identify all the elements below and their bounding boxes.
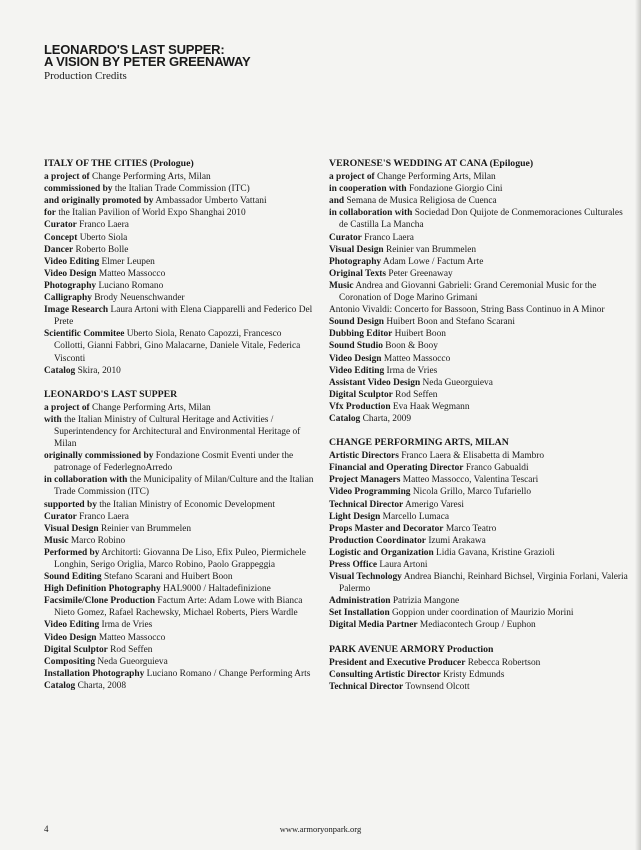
credit-value: Factum Arte: Adam Lowe with Bianca Nieto Gomez, Rafael Rachewsky, Michael Roberts, Piers Wardle: [54, 596, 303, 619]
credit-section: [44, 389, 314, 692]
credit-row: [329, 256, 629, 268]
credit-value: Reinier van Brummelen: [100, 523, 192, 534]
credit-row: [44, 195, 314, 207]
title-line-1: LEONARDO'S LAST SUPPER:: [44, 42, 225, 57]
credit-section: [329, 437, 629, 632]
credit-label: Production Coordinator: [329, 535, 426, 546]
credit-row: [329, 413, 629, 425]
page-number: 4: [44, 824, 49, 834]
credit-label: Concept: [44, 232, 78, 243]
right-column: [329, 158, 629, 705]
credit-value: Mediacontech Group / Euphon: [419, 620, 536, 631]
credit-label: Curator: [44, 511, 77, 522]
credit-row: [329, 607, 629, 619]
credit-row: [329, 486, 629, 498]
credit-row: [329, 304, 629, 316]
credit-label: Scientific Commitee: [44, 329, 125, 340]
credit-row: [329, 523, 629, 535]
credit-row: [329, 316, 629, 328]
credit-row: [44, 656, 314, 668]
credit-value: Fondazione Giorgio Cini: [408, 184, 503, 195]
credit-row: [329, 535, 629, 547]
credit-label: Video Design: [44, 632, 97, 643]
credit-row: [44, 171, 314, 183]
credit-value: Uberto Siola: [79, 232, 128, 243]
credit-row: [329, 195, 629, 207]
credit-label: Vfx Production: [329, 401, 391, 412]
credit-value: Adam Lowe / Factum Arte: [382, 256, 484, 267]
credit-value: Neda Gueorguieva: [422, 377, 493, 388]
credit-value: Rebecca Robertson: [467, 657, 541, 668]
credit-label: Visual Technology: [329, 572, 402, 583]
credit-row: [329, 511, 629, 523]
credit-label: Video Editing: [44, 620, 100, 631]
credit-value: Franco Gabualdi: [465, 463, 529, 474]
credit-value: Marcello Lumaca: [382, 511, 450, 522]
credit-row: [329, 595, 629, 607]
credit-label: Administration: [329, 596, 391, 607]
credit-value: the Italian Ministry of Cultural Heritage and Activities / Superintendency for Architectural and Environmental Heritage of Milan: [54, 414, 301, 450]
section-heading: LEONARDO'S LAST SUPPER: [44, 388, 178, 400]
credit-value: Rod Seffen: [110, 644, 153, 655]
credit-label: Image Research: [44, 305, 109, 316]
credit-row: [329, 280, 629, 304]
credit-label: Dancer: [44, 244, 74, 255]
credit-value: Reinier van Brummelen: [385, 244, 477, 255]
credit-value: Irma de Vries: [386, 365, 438, 376]
credit-value: Skira, 2010: [77, 365, 121, 376]
credit-value: Amerigo Varesi: [405, 499, 464, 510]
credit-value: HAL9000 / Haltadefinizione: [163, 584, 271, 595]
credit-label: Sound Editing: [44, 572, 102, 583]
credit-label: Technical Director: [329, 681, 404, 692]
credit-label: Digital Sculptor: [329, 389, 393, 400]
credit-row: [329, 365, 629, 377]
credit-value: Patrizia Mangone: [392, 596, 460, 607]
credit-row: [44, 450, 314, 474]
credit-value: Change Performing Arts, Milan: [92, 172, 211, 183]
credit-label: Digital Media Partner: [329, 620, 418, 631]
credit-value: Matteo Massocco: [383, 353, 451, 364]
credit-label: Performed by: [44, 547, 100, 558]
credit-label: Props Master and Decorator: [329, 523, 444, 534]
credit-row: [44, 595, 314, 619]
credit-label: originally commissioned by: [44, 451, 154, 462]
credit-label: Set Installation: [329, 608, 390, 619]
credit-value: Laura Artoni with Elena Ciapparelli and Federico Del Prete: [54, 305, 313, 328]
credit-row: [44, 644, 314, 656]
section-heading: ITALY OF THE CITIES (Prologue): [44, 158, 194, 169]
credit-value: the Italian Trade Commission (ITC): [114, 184, 250, 195]
credit-value: Nicola Grillo, Marco Tufariello: [412, 487, 532, 498]
credit-value: Roberto Bolle: [75, 244, 129, 255]
credit-row: [44, 256, 314, 268]
credit-label: Video Design: [44, 268, 97, 279]
credit-value: Change Performing Arts, Milan: [377, 172, 496, 183]
credit-value: Antonio Vivaldi: Concerto for Bassoon, String Bass Continuo in A Minor: [329, 305, 605, 316]
credit-label: Video Editing: [329, 365, 385, 376]
credit-row: [44, 268, 314, 280]
credit-row: [44, 207, 314, 219]
credit-label: Financial and Operating Director: [329, 463, 464, 474]
credit-row: [329, 474, 629, 486]
credit-value: Charta, 2009: [362, 413, 412, 424]
credit-label: Original Texts: [329, 268, 387, 279]
credit-row: [329, 389, 629, 401]
credit-row: [44, 365, 314, 377]
credit-label: Photography: [329, 256, 382, 267]
credit-value: Brody Neuenschwander: [94, 293, 185, 304]
credit-value: Townsend Olcott: [405, 681, 470, 692]
credit-row: [329, 183, 629, 195]
credit-value: Semana de Musica Religiosa de Cuenca: [346, 196, 497, 207]
credit-value: Marco Robino: [70, 535, 126, 546]
credit-label: Technical Director: [329, 499, 404, 510]
credit-section: [329, 158, 629, 425]
credit-label: Video Design: [329, 353, 382, 364]
credit-row: [44, 474, 314, 498]
credit-row: [329, 353, 629, 365]
credit-label: Installation Photography: [44, 668, 145, 679]
credit-value: Lidia Gavana, Kristine Grazioli: [436, 547, 555, 558]
credit-value: Goppion under coordination of Maurizio Morini: [392, 608, 574, 619]
credit-value: the Municipality of Milan/Culture and the Italian Trade Commission (ITC): [54, 475, 314, 498]
credit-row: [44, 583, 314, 595]
section-heading: CHANGE PERFORMING ARTS, MILAN: [329, 437, 509, 449]
credit-value: Architorti: Giovanna De Liso, Efix Puleo, Piermichele Longhin, Serigo Origlia, Marco Robino, Paolo Grappeggia: [54, 547, 306, 570]
credit-value: Neda Gueorguieva: [97, 656, 168, 667]
credit-value: Marco Teatro: [445, 523, 497, 534]
credit-label: Visual Design: [329, 244, 384, 255]
title-line-2: A VISION BY PETER GREENAWAY: [44, 54, 251, 69]
credit-value: Franco Laera & Elisabetta di Mambro: [401, 451, 545, 462]
credit-label: Curator: [329, 232, 362, 243]
credit-value: Laura Artoni: [379, 560, 428, 570]
credit-label: Dubbing Editor: [329, 329, 393, 340]
credit-label: Sound Studio: [329, 341, 383, 352]
credit-row: [44, 668, 314, 680]
credit-row: [44, 414, 314, 450]
credit-label: Catalog: [329, 413, 361, 424]
credit-label: and originally promoted by: [44, 196, 154, 207]
credit-value: Boon & Booy: [385, 341, 438, 352]
credit-value: Luciano Romano: [98, 280, 164, 291]
credit-value: Change Performing Arts, Milan: [92, 402, 211, 413]
credit-row: [329, 232, 629, 244]
credit-row: [329, 207, 629, 231]
credit-value: Irma de Vries: [101, 620, 153, 631]
credit-row: [329, 499, 629, 511]
credit-value: Charta, 2008: [77, 680, 127, 691]
credit-value: Fondazione Cosmit Eventi under the patronage of FederlegnoArredo: [54, 451, 294, 474]
credit-row: [329, 657, 629, 669]
credit-value: Matteo Massocco: [98, 268, 166, 279]
credit-row: [44, 680, 314, 692]
credit-row: [44, 547, 314, 571]
credit-label: with: [44, 414, 62, 425]
credit-row: [329, 268, 629, 280]
credit-label: Photography: [44, 280, 97, 291]
credit-label: Digital Sculptor: [44, 644, 108, 655]
credit-row: [329, 559, 629, 571]
credit-row: [44, 244, 314, 256]
credit-label: Compositing: [44, 656, 96, 667]
credit-value: Matteo Massocco: [98, 632, 166, 643]
credit-value: Sociedad Don Quijote de Conmemoraciones Culturales de Castilla La Mancha: [339, 208, 623, 231]
credit-value: Elmer Leupen: [101, 256, 155, 267]
credit-row: [44, 183, 314, 195]
credit-label: for: [44, 208, 56, 219]
credit-value: Franco Laera: [79, 220, 129, 231]
credit-value: the Italian Pavilion of World Expo Shanghai 2010: [58, 208, 246, 219]
credit-label: commissioned by: [44, 184, 113, 195]
section-heading: VERONESE'S WEDDING AT CANA (Epilogue): [329, 158, 534, 169]
page-subtitle: Production Credits: [44, 70, 127, 82]
credit-row: [329, 401, 629, 413]
credit-label: in collaboration with: [329, 208, 413, 219]
footer-url: www.armoryonpark.org: [279, 824, 362, 834]
credit-label: Light Design: [329, 511, 381, 522]
credit-label: and: [329, 196, 345, 207]
credit-label: in collaboration with: [44, 475, 128, 486]
credit-row: [44, 232, 314, 244]
credit-row: [44, 499, 314, 511]
credit-row: [44, 511, 314, 523]
credit-row: [329, 681, 629, 693]
section-heading: PARK AVENUE ARMORY Production: [329, 643, 494, 655]
credit-value: Huibert Boon: [394, 329, 446, 340]
credit-row: [44, 219, 314, 231]
credit-row: [329, 377, 629, 389]
credit-label: Catalog: [44, 680, 76, 691]
credit-label: Video Programming: [329, 487, 411, 498]
credit-value: Huibert Boon and Stefano Scarani: [386, 317, 515, 328]
credit-value: Matteo Massocco, Valentina Tescari: [402, 475, 539, 486]
credit-value: Kristy Edmunds: [443, 669, 505, 680]
credit-value: Izumi Arakawa: [428, 535, 486, 546]
credit-label: in cooperation with: [329, 184, 407, 195]
credit-label: Music: [329, 280, 354, 291]
credit-row: [44, 619, 314, 631]
credit-label: Sound Design: [329, 317, 384, 328]
credit-label: High Definition Photography: [44, 584, 161, 595]
credit-row: [44, 571, 314, 583]
credit-label: Visual Design: [44, 523, 99, 534]
credit-label: Facsimile/Clone Production: [44, 596, 156, 607]
credit-label: Project Managers: [329, 475, 401, 486]
credit-value: Ambassador Umberto Vattani: [155, 196, 267, 207]
credit-value: Peter Greenaway: [388, 268, 453, 279]
credit-value: Franco Laera: [79, 511, 129, 522]
credit-row: [329, 669, 629, 681]
credit-label: Logistic and Organization: [329, 547, 434, 558]
credit-value: Andrea Bianchi, Reinhard Bichsel, Virginia Forlani, Valeria Palermo: [339, 572, 628, 595]
credit-row: [44, 632, 314, 644]
credit-row: [44, 280, 314, 292]
page-title: [44, 44, 251, 68]
credit-label: Assistant Video Design: [329, 377, 421, 388]
credit-value: Franco Laera: [364, 232, 414, 243]
credit-value: Rod Seffen: [395, 389, 438, 400]
credit-value: Luciano Romano / Change Performing Arts: [146, 668, 311, 679]
credit-value: the Italian Ministry of Economic Development: [99, 499, 275, 510]
credit-row: [44, 523, 314, 535]
credit-row: [44, 328, 314, 364]
credit-label: Consulting Artistic Director: [329, 669, 441, 680]
credit-label: Calligraphy: [44, 293, 92, 304]
credit-row: [329, 619, 629, 631]
credit-row: [329, 244, 629, 256]
credit-section: [44, 158, 314, 377]
credit-row: [329, 328, 629, 340]
credit-row: [329, 547, 629, 559]
credit-row: [44, 535, 314, 547]
credit-label: Catalog: [44, 365, 76, 376]
credit-row: [329, 462, 629, 474]
credit-label: supported by: [44, 499, 97, 510]
credit-label: a project of: [44, 402, 90, 413]
credit-section: [329, 644, 629, 693]
credit-value: Uberto Siola, Renato Capozzi, Francesco Collotti, Gianni Fabbri, Gino Malacarne, Daniele Vitale, Federica Visconti: [54, 329, 301, 364]
credit-value: Eva Haak Wegmann: [392, 401, 470, 412]
credit-label: Press Office: [329, 560, 377, 570]
credit-row: [44, 292, 314, 304]
credit-row: [329, 340, 629, 352]
page-edge-shadow: [635, 0, 641, 850]
credit-row: [44, 304, 314, 328]
credit-row: [329, 171, 629, 183]
credit-label: Curator: [44, 220, 77, 231]
credit-label: a project of: [329, 172, 375, 183]
credit-label: President and Executive Producer: [329, 657, 466, 668]
credit-row: [329, 571, 629, 595]
credit-row: [329, 450, 629, 462]
credit-value: Andrea and Giovanni Gabrieli: Grand Ceremonial Music for the Coronation of Doge Marino Grimani: [339, 280, 597, 304]
credit-row: [44, 402, 314, 414]
left-column: [44, 158, 314, 704]
credit-value: Stefano Scarani and Huibert Boon: [103, 572, 233, 583]
credit-label: Video Editing: [44, 256, 100, 267]
credit-label: a project of: [44, 172, 90, 183]
credit-label: Music: [44, 535, 69, 546]
credit-label: Artistic Directors: [329, 451, 399, 462]
